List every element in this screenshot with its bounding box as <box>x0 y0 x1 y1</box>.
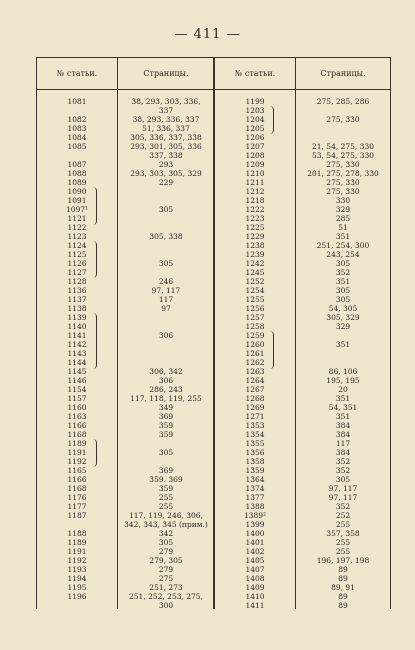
page-refs-right: 54, 305 <box>328 304 358 313</box>
article-number-right: 1211 <box>245 178 265 187</box>
page-refs-right: 351 <box>335 277 351 286</box>
article-number-right: 1206 <box>245 133 265 142</box>
page-refs-right: 252 <box>335 511 351 520</box>
article-number-right: 1409 <box>245 583 265 592</box>
page-refs-left: 293, 303, 305, 329 <box>130 169 202 178</box>
article-number-left: 1121 <box>67 214 87 223</box>
table-row <box>37 529 390 538</box>
page-refs-right: 89, 91 <box>331 583 355 592</box>
article-number-right: 1261 <box>245 349 265 358</box>
table-row <box>37 493 390 502</box>
page-refs-left: 306 <box>158 331 174 340</box>
table-row <box>37 250 390 259</box>
article-number-right: 1212 <box>245 187 265 196</box>
article-number-right: 1199 <box>245 97 265 106</box>
page-refs-right: 305 <box>335 286 351 295</box>
page-refs-right: 275, 330 <box>326 187 360 196</box>
page-refs-left: 337, 338 <box>149 151 183 160</box>
article-number-left: 1124 <box>67 241 87 250</box>
page-refs-right: 330 <box>335 196 351 205</box>
article-number-left: 1085 <box>67 142 87 151</box>
article-number-right: 1218 <box>245 196 265 205</box>
page-refs-right: 329 <box>335 205 351 214</box>
page-refs-right: 196, 197, 198 <box>316 556 370 565</box>
header-article-right: № статьи. <box>234 69 276 78</box>
page-refs-left: 369 <box>158 466 174 475</box>
table-row <box>37 502 390 511</box>
article-number-left: 1145 <box>67 367 87 376</box>
table-row <box>37 475 390 484</box>
table-row <box>37 385 390 394</box>
article-number-right: 1229 <box>245 232 265 241</box>
article-number-right: 1407 <box>245 565 265 574</box>
page-refs-right: 97, 117 <box>328 484 358 493</box>
page-refs-left: 305, 338 <box>149 232 183 241</box>
article-number-right: 1364 <box>245 475 265 484</box>
article-number-left: 1176 <box>67 493 87 502</box>
table-row <box>37 403 390 412</box>
article-number-left: 1168 <box>67 430 87 439</box>
table-row <box>37 268 390 277</box>
page-refs-right: 97, 117 <box>328 493 358 502</box>
article-number-left: 1087 <box>67 160 87 169</box>
page-refs-left: 117, 118, 119, 255 <box>130 394 202 403</box>
page-refs-right: 305 <box>335 259 351 268</box>
table-row <box>37 187 390 196</box>
page-refs-left: 279 <box>158 565 174 574</box>
article-number-right: 1267 <box>245 385 265 394</box>
article-number-right: 1210 <box>245 169 265 178</box>
article-number-right: 1256 <box>245 304 265 313</box>
table-row <box>37 223 390 232</box>
article-number-left: 1089 <box>67 178 87 187</box>
article-number-right: 1204 <box>245 115 265 124</box>
page-refs-right: 351 <box>335 232 351 241</box>
table-row <box>37 340 390 349</box>
table-row <box>37 115 390 124</box>
table-row <box>37 286 390 295</box>
page-refs-right: 117 <box>335 439 351 448</box>
page-refs-left: 279, 305 <box>149 556 183 565</box>
article-number-left: 1189 <box>67 439 87 448</box>
article-number-right: 1225 <box>245 223 265 232</box>
page-refs-right: 53, 54, 275, 330 <box>311 151 375 160</box>
article-number-left: 1168 <box>67 484 87 493</box>
article-number-right: 1271 <box>245 412 265 421</box>
page-refs-right: 352 <box>335 268 351 277</box>
page-refs-right: 275, 330 <box>326 160 360 169</box>
page-refs-right: 384 <box>335 421 351 430</box>
article-number-right: 1411 <box>245 601 265 610</box>
article-number-left: 1091 <box>67 196 87 205</box>
table-row <box>37 232 390 241</box>
article-number-right: 1245 <box>245 268 265 277</box>
article-number-right: 1355 <box>245 439 265 448</box>
article-number-left: 1166 <box>67 421 87 430</box>
article-number-left: 1141 <box>67 331 87 340</box>
article-number-left: 1128 <box>67 277 87 286</box>
article-number-left: 1143 <box>67 349 87 358</box>
page-refs-right: 51 <box>338 223 348 232</box>
page-refs-left: 305, 336, 337, 338 <box>130 133 202 142</box>
page-refs-right: 20 <box>338 385 348 394</box>
article-number-right: 1254 <box>245 286 265 295</box>
page-refs-left: 117, 119, 246, 306, <box>129 511 203 520</box>
page-refs-right: 275, 285, 286 <box>316 97 370 106</box>
article-number-left: 1137 <box>67 295 87 304</box>
article-number-right: 1377 <box>245 493 265 502</box>
page-refs-left: 300 <box>158 601 174 610</box>
page-refs-left: 251, 273 <box>149 583 183 592</box>
table-row <box>37 412 390 421</box>
page-refs-right: 195, 195 <box>326 376 360 385</box>
table-row <box>37 601 390 610</box>
article-number-left: 1189 <box>67 538 87 547</box>
article-number-left: 1191 <box>67 547 87 556</box>
page-refs-right: 384 <box>335 448 351 457</box>
table-row <box>37 430 390 439</box>
article-number-right: 1208 <box>245 151 265 160</box>
page-refs-left: 255 <box>158 493 174 502</box>
page-refs-right: 305, 329 <box>326 313 360 322</box>
article-number-right: 1402 <box>245 547 265 556</box>
table-row <box>37 106 390 115</box>
page-refs-right: 89 <box>338 565 348 574</box>
table-row <box>37 547 390 556</box>
page-refs-left: 337 <box>158 106 174 115</box>
article-number-right: 1264 <box>245 376 265 385</box>
article-number-left: 1192 <box>67 457 87 466</box>
page-refs-right: 305 <box>335 295 351 304</box>
page-refs-right: 54, 351 <box>328 403 358 412</box>
page-refs-right: 255 <box>335 547 351 556</box>
table-row <box>37 331 390 340</box>
article-number-left: 1195 <box>67 583 87 592</box>
page-refs-right: 89 <box>338 592 348 601</box>
table-row <box>37 574 390 583</box>
article-number-left: 1138 <box>67 304 87 313</box>
page-refs-left: 293 <box>158 160 174 169</box>
article-number-left: 1194 <box>67 574 87 583</box>
article-number-right: 1209 <box>245 160 265 169</box>
table-row <box>37 196 390 205</box>
article-number-left: 1187 <box>67 511 87 520</box>
article-number-left: 1084 <box>67 133 87 142</box>
article-number-left: 1191 <box>67 448 87 457</box>
page-refs-left: 305 <box>158 448 174 457</box>
page-refs-left: 275 <box>158 574 174 583</box>
article-number-right: 1242 <box>245 259 265 268</box>
table-row <box>37 169 390 178</box>
article-number-left: 1140 <box>67 322 87 331</box>
table-row <box>37 205 390 214</box>
article-number-right: 1207 <box>245 142 265 151</box>
page-refs-left: 342, 343, 345 (прим.) <box>124 520 208 529</box>
article-number-right: 1268 <box>245 394 265 403</box>
page-refs-right: 351 <box>335 394 351 403</box>
table-row <box>37 178 390 187</box>
page-refs-right: 255 <box>335 520 351 529</box>
page-refs-left: 97, 117 <box>151 286 181 295</box>
page-refs-left: 305 <box>158 205 174 214</box>
table-row <box>37 394 390 403</box>
article-number-right: 1205 <box>245 124 265 133</box>
page-refs-left: 229 <box>158 178 174 187</box>
article-number-right: 1389² <box>243 511 267 520</box>
table-row <box>37 214 390 223</box>
table-row <box>37 466 390 475</box>
page-refs-right: 285 <box>335 214 351 223</box>
page-refs-right: 351 <box>335 412 351 421</box>
page-refs-right: 201, 275, 278, 330 <box>307 169 379 178</box>
article-number-right: 1354 <box>245 430 265 439</box>
page-refs-left: 38, 293, 303, 336, <box>131 97 201 106</box>
table-row <box>37 295 390 304</box>
table-row <box>37 421 390 430</box>
page-refs-right: 357, 358 <box>326 529 360 538</box>
article-number-right: 1358 <box>245 457 265 466</box>
page-refs-left: 359. 369 <box>149 475 183 484</box>
page-refs-left: 359 <box>158 430 174 439</box>
page-refs-left: 305 <box>158 259 174 268</box>
article-number-left: 1144 <box>67 358 87 367</box>
article-number-left: 1163 <box>67 412 87 421</box>
table-row <box>37 592 390 601</box>
article-number-right: 1238 <box>245 241 265 250</box>
table-row <box>37 439 390 448</box>
page-refs-right: 89 <box>338 574 348 583</box>
article-number-left: 1082 <box>67 115 87 124</box>
article-number-right: 1353 <box>245 421 265 430</box>
article-number-left: 1177 <box>67 502 87 511</box>
header-pages-left: Страницы. <box>143 69 189 78</box>
header-pages-right: Страницы. <box>320 69 366 78</box>
article-number-left: 1166 <box>67 475 87 484</box>
article-number-right: 1405 <box>245 556 265 565</box>
page-refs-right: 89 <box>338 601 348 610</box>
page-number: — 411 — <box>174 27 241 42</box>
article-number-left: 1160 <box>67 403 87 412</box>
article-number-right: 1401 <box>245 538 265 547</box>
article-number-left: 1165 <box>67 466 87 475</box>
article-number-right: 1223 <box>245 214 265 223</box>
page-refs-left: 293, 301, 305, 336 <box>130 142 202 151</box>
page-refs-left: 342 <box>158 529 174 538</box>
page-refs-left: 255 <box>158 502 174 511</box>
article-number-left: 1188 <box>67 529 87 538</box>
article-number-right: 1258 <box>245 322 265 331</box>
page-refs-right: 352 <box>335 502 351 511</box>
article-number-right: 1356 <box>245 448 265 457</box>
article-number-left: 1157 <box>67 394 87 403</box>
article-number-left: 1081 <box>67 97 87 106</box>
index-table <box>36 57 391 609</box>
table-row <box>37 151 390 160</box>
page-refs-left: 38, 293, 336, 337 <box>132 115 200 124</box>
article-number-right: 1257 <box>245 313 265 322</box>
article-number-right: 1203 <box>245 106 265 115</box>
table-row <box>37 313 390 322</box>
page-refs-right: 384 <box>335 430 351 439</box>
article-number-right: 1399 <box>245 520 265 529</box>
table-row <box>37 565 390 574</box>
article-number-left: 1097¹ <box>65 205 89 214</box>
article-number-left: 1146 <box>67 376 87 385</box>
table-row <box>37 520 390 529</box>
table-row <box>37 556 390 565</box>
table-row <box>37 97 390 106</box>
page-refs-left: 286, 243 <box>149 385 183 394</box>
article-number-right: 1408 <box>245 574 265 583</box>
page-refs-left: 306 <box>158 376 174 385</box>
page-refs-left: 279 <box>158 547 174 556</box>
article-number-right: 1400 <box>245 529 265 538</box>
article-number-left: 1088 <box>67 169 87 178</box>
page-refs-left: 246 <box>158 277 174 286</box>
article-number-left: 1142 <box>67 340 87 349</box>
page-refs-right: 275, 330 <box>326 115 360 124</box>
article-number-right: 1374 <box>245 484 265 493</box>
header-article-left: № статьи. <box>56 69 98 78</box>
table-row <box>37 160 390 169</box>
table-row <box>37 376 390 385</box>
page-refs-right: 243, 254 <box>326 250 360 259</box>
page-refs-left: 51, 336, 337 <box>142 124 190 133</box>
article-number-left: 1192 <box>67 556 87 565</box>
page-refs-left: 251, 252, 253, 275, <box>129 592 203 601</box>
page-refs-right: 86, 106 <box>328 367 358 376</box>
table-row <box>37 124 390 133</box>
table-row <box>37 133 390 142</box>
page-refs-right: 329 <box>335 322 351 331</box>
page-refs-right: 21, 54, 275, 330 <box>311 142 375 151</box>
article-number-right: 1239 <box>245 250 265 259</box>
article-number-right: 1410 <box>245 592 265 601</box>
article-number-left: 1090 <box>67 187 87 196</box>
table-row <box>37 538 390 547</box>
article-number-left: 1139 <box>67 313 87 322</box>
article-number-left: 1125 <box>67 250 87 259</box>
article-number-right: 1388 <box>245 502 265 511</box>
article-number-right: 1222 <box>245 205 265 214</box>
page-refs-left: 369 <box>158 412 174 421</box>
page-refs-right: 255 <box>335 538 351 547</box>
table-row <box>37 241 390 250</box>
table-row <box>37 277 390 286</box>
page-refs-right: 251, 254, 300 <box>316 241 370 250</box>
article-number-right: 1269 <box>245 403 265 412</box>
page-refs-left: 305 <box>158 538 174 547</box>
article-number-left: 1136 <box>67 286 87 295</box>
page-refs-left: 117 <box>158 295 174 304</box>
article-number-right: 1255 <box>245 295 265 304</box>
article-number-left: 1193 <box>67 565 87 574</box>
article-number-left: 1196 <box>67 592 87 601</box>
article-number-left: 1083 <box>67 124 87 133</box>
page-refs-left: 359 <box>158 484 174 493</box>
table-header <box>37 57 390 90</box>
article-number-right: 1252 <box>245 277 265 286</box>
table-row <box>37 259 390 268</box>
article-number-left: 1154 <box>67 385 87 394</box>
article-number-left: 1127 <box>67 268 87 277</box>
page-refs-left: 97 <box>161 304 171 313</box>
table-row <box>37 457 390 466</box>
page-refs-right: 351 <box>335 340 351 349</box>
table-row <box>37 448 390 457</box>
table-row <box>37 511 390 520</box>
table-row <box>37 142 390 151</box>
table-row <box>37 367 390 376</box>
page-refs-right: 352 <box>335 466 351 475</box>
article-number-right: 1263 <box>245 367 265 376</box>
article-number-left: 1123 <box>67 232 87 241</box>
article-number-right: 1259 <box>245 331 265 340</box>
article-number-right: 1262 <box>245 358 265 367</box>
page-refs-right: 305 <box>335 475 351 484</box>
article-number-right: 1359 <box>245 466 265 475</box>
article-number-left: 1126 <box>67 259 87 268</box>
article-number-right: 1260 <box>245 340 265 349</box>
table-row <box>37 484 390 493</box>
table-row <box>37 358 390 367</box>
page-refs-right: 275, 330 <box>326 178 360 187</box>
article-number-left: 1122 <box>67 223 87 232</box>
table-row <box>37 583 390 592</box>
page-refs-left: 359 <box>158 421 174 430</box>
page-refs-left: 349 <box>158 403 174 412</box>
page-refs-left: 306, 342 <box>149 367 183 376</box>
table-row <box>37 304 390 313</box>
table-row <box>37 349 390 358</box>
table-row <box>37 322 390 331</box>
page-refs-right: 352 <box>335 457 351 466</box>
